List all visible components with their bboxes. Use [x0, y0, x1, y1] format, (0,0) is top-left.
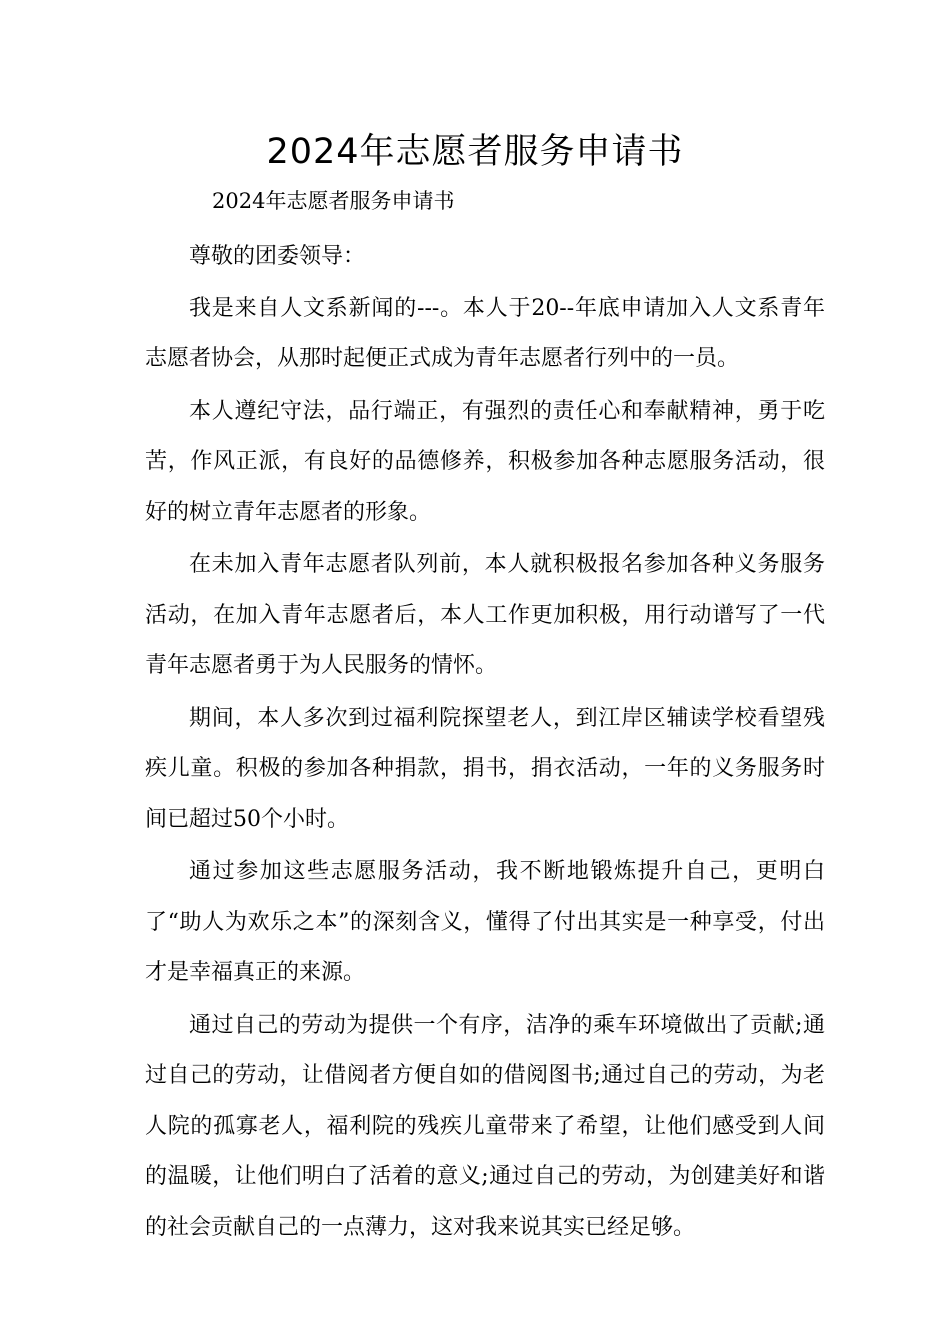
- document-subtitle: 2024年志愿者服务申请书: [212, 189, 455, 213]
- document-title: 2024年志愿者服务申请书: [266, 132, 684, 172]
- salutation: 尊敬的团委领导：: [189, 244, 366, 269]
- body-paragraph: 我是来自人文系新闻的---。本人于20--年底申请加入人文系青年志愿者协会，从那时起便正式成为青年志愿者行列中的一员。: [145, 295, 825, 371]
- body-paragraph: 期间，本人多次到过福利院探望老人，到江岸区辅读学校看望残疾儿童。积极的参加各种捐款，捐书，捐衣活动，一年的义务服务时间已超过50个小时。: [145, 705, 825, 832]
- body-paragraph: 在未加入青年志愿者队列前，本人就积极报名参加各种义务服务活动，在加入青年志愿者后，本人工作更加积极，用行动谱写了一代青年志愿者勇于为人民服务的情怀。: [145, 552, 825, 678]
- body-paragraph: 本人遵纪守法，品行端正，有强烈的责任心和奉献精神，勇于吃苦，作风正派，有良好的品德修养，积极参加各种志愿服务活动，很好的树立青年志愿者的形象。: [145, 398, 825, 525]
- document-body: [145, 232, 825, 1255]
- body-paragraph: 通过自己的劳动为提供一个有序，洁净的乘车环境做出了贡献;通过自己的劳动，让借阅者方便自如的借阅图书;通过自己的劳动，为老人院的孤寡老人，福利院的残疾儿童带来了希望，让他们感受到人间的温暖，让他们明白了活着的意义;通过自己的劳动，为创建美好和谐的社会贡献自己的一点薄力，这对我来说其实已经足够。: [145, 1012, 825, 1240]
- body-paragraph: 通过参加这些志愿服务活动，我不断地锻炼提升自己，更明白了“助人为欢乐之本”的深刻含义，懂得了付出其实是一种享受，付出才是幸福真正的来源。: [145, 859, 825, 985]
